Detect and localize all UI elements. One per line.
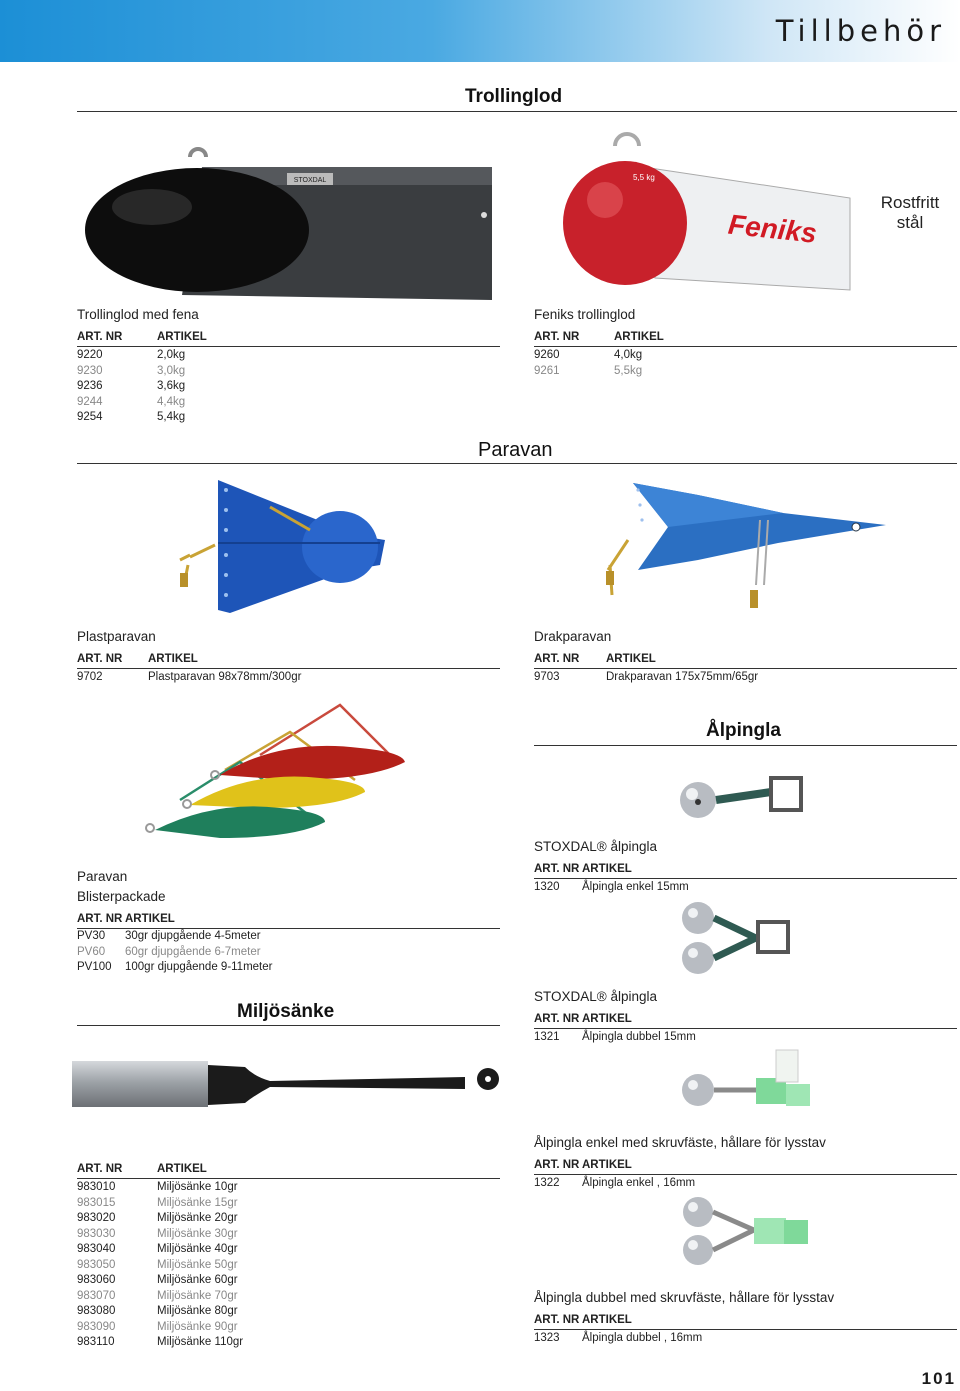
table-rule (534, 878, 957, 879)
table-row: 983110 Miljösänke 110gr (77, 1336, 244, 1348)
table-row: 9236 3,6kg (77, 380, 186, 392)
table-row: 1321 Ålpingla dubbel 15mm (534, 1031, 696, 1043)
table-row: 983040 Miljösänke 40gr (77, 1243, 238, 1255)
miljosanke-image (70, 1055, 505, 1115)
table-row: 1322 Ålpingla enkel , 16mm (534, 1177, 696, 1189)
table-row: 9254 5,4kg (77, 411, 186, 423)
table-row: 983080 Miljösänke 80gr (77, 1305, 238, 1317)
col-header-artikel: ARTIKEL (582, 1013, 632, 1025)
col-header-artnr: ART. NR (77, 1163, 123, 1175)
section-divider (77, 1025, 500, 1026)
col-header-artnr: ART. NR (534, 1159, 580, 1171)
feniks-weight-label: 5,5 kg (633, 173, 655, 182)
table-rule (77, 346, 500, 347)
table-rule (534, 1329, 957, 1330)
product-name: Trollinglod med fena (77, 307, 199, 322)
product-name: Ålpingla enkel med skruvfäste, hållare för lysstav (534, 1135, 826, 1150)
table-row: 983090 Miljösänke 90gr (77, 1320, 238, 1333)
table-row: PV100 100gr djupgående 9-11meter (77, 961, 273, 973)
alpingla-skruvfaste-enkel-image (676, 1048, 816, 1118)
table-row: 1320 Ålpingla enkel 15mm (534, 881, 689, 893)
plastparavan-image (170, 475, 420, 620)
table-rule (77, 1178, 500, 1179)
col-header-artnr: ART. NR (534, 863, 580, 875)
trollinglod-fena-image (82, 145, 502, 305)
col-header-artnr: ART. NR (77, 913, 123, 925)
section-title-paravan: Paravan (478, 439, 553, 461)
table-row: 983020 Miljösänke 20gr (77, 1212, 238, 1224)
table-row: 983070 Miljösänke 70gr (77, 1289, 238, 1302)
table-row: 1323 Ålpingla dubbel , 16mm (534, 1332, 703, 1344)
table-row: 983030 Miljösänke 30gr (77, 1227, 238, 1240)
table-row: 9260 4,0kg (534, 349, 643, 361)
alpingla-skruvfaste-dubbel-image (676, 1192, 816, 1272)
stoxdal-label: STOXDAL (293, 177, 327, 184)
product-name: Plastparavan (77, 629, 156, 644)
table-row: 9220 2,0kg (77, 349, 186, 361)
rostfritt-note: Rostfritt stål (880, 193, 940, 232)
table-rule (534, 346, 957, 347)
table-rule (534, 668, 957, 669)
feniks-brand-label: Feniks (726, 208, 819, 249)
col-header-artikel: ARTIKEL (582, 1159, 632, 1171)
col-header-artikel: ARTIKEL (606, 653, 656, 665)
table-body (77, 348, 185, 426)
table-body (534, 348, 642, 379)
col-header-artikel: ARTIKEL (614, 331, 664, 343)
col-header-artikel: ARTIKEL (148, 653, 198, 665)
product-name: Drakparavan (534, 629, 612, 644)
table-rule (534, 1028, 957, 1029)
blister-paravan-image (140, 700, 440, 840)
table-rule (77, 668, 500, 669)
drakparavan-image (598, 475, 898, 615)
alpingla-dubbel-image (676, 900, 811, 980)
col-header-artikel: ARTIKEL (582, 1314, 632, 1326)
table-row: 9261 5,5kg (534, 364, 643, 377)
section-title-miljosanke: Miljösänke (237, 1001, 335, 1022)
col-header-artnr: ART. NR (534, 653, 580, 665)
feniks-trollinglod-image (560, 128, 852, 298)
product-name: Ålpingla dubbel med skruvfäste, hållare för lysstav (534, 1290, 835, 1305)
table-row: 983060 Miljösänke 60gr (77, 1274, 238, 1286)
section-divider (77, 111, 957, 112)
section-title-trollinglod: Trollinglod (465, 86, 563, 107)
col-header-artnr: ART. NR (77, 653, 123, 665)
table-row: 9244 4,4kg (77, 395, 186, 408)
product-name: Paravan (77, 869, 128, 884)
col-header-artnr: ART. NR (534, 1314, 580, 1326)
table-body (77, 929, 272, 976)
product-name: Feniks trollinglod (534, 307, 636, 322)
product-name-sub: Blisterpackade (77, 889, 166, 904)
col-header-artnr: ART. NR (534, 1013, 580, 1025)
table-row: 983010 Miljösänke 10gr (77, 1181, 238, 1193)
page-number: 101 (921, 1369, 956, 1388)
col-header-artnr: ART. NR (534, 331, 580, 343)
table-row: 983050 Miljösänke 50gr (77, 1258, 238, 1271)
section-divider (77, 463, 957, 464)
table-rule (534, 1174, 957, 1175)
col-header-artikel: ARTIKEL (125, 913, 175, 925)
table-body (77, 1180, 243, 1351)
product-name: STOXDAL® ålpingla (534, 989, 658, 1004)
col-header-artikel: ARTIKEL (582, 863, 632, 875)
product-name: STOXDAL® ålpingla (534, 839, 658, 854)
col-header-artikel: ARTIKEL (157, 1163, 207, 1175)
table-row: PV30 30gr djupgående 4-5meter (77, 930, 261, 942)
alpingla-enkel-image (676, 770, 811, 830)
table-row: 983015 Miljösänke 15gr (77, 1196, 238, 1209)
table-row: 9230 3,0kg (77, 364, 186, 377)
section-divider (534, 745, 957, 746)
table-row: 9702 Plastparavan 98x78mm/300gr (77, 671, 302, 683)
col-header-artnr: ART. NR (77, 331, 123, 343)
section-title-alpingla: Ålpingla (706, 720, 781, 741)
table-row: PV60 60gr djupgående 6-7meter (77, 945, 261, 958)
page-title: Tillbehör (775, 14, 946, 48)
col-header-artikel: ARTIKEL (157, 331, 207, 343)
table-row: 9703 Drakparavan 175x75mm/65gr (534, 671, 759, 683)
